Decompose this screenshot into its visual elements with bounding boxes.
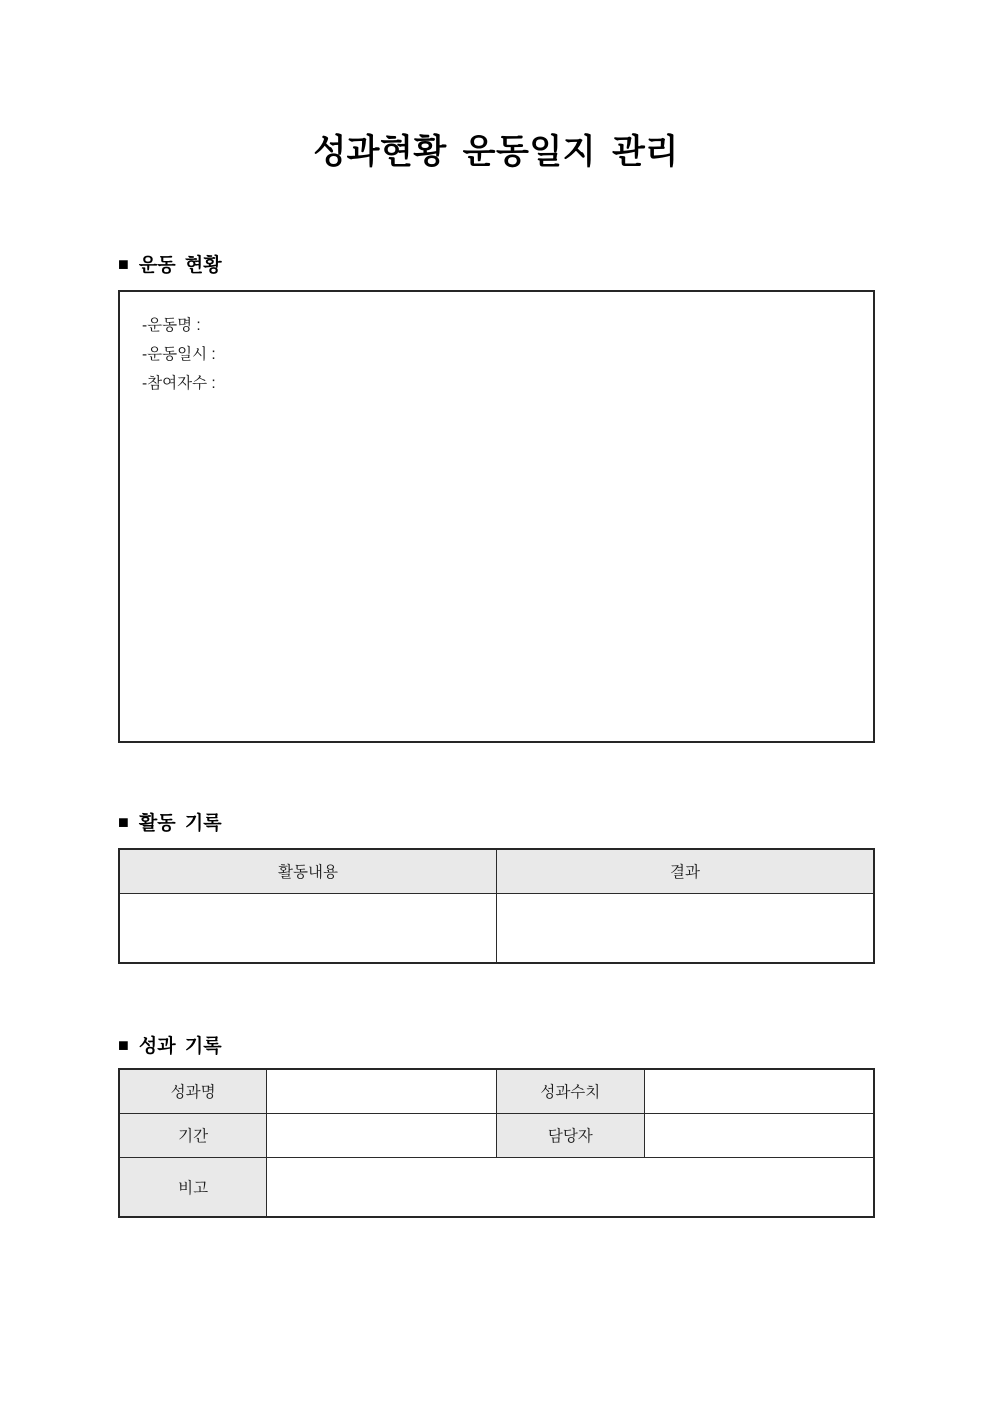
section-heading-performance-record-label: 성과 기록 xyxy=(138,1036,222,1057)
document-title: 성과현황 운동일지 관리 xyxy=(313,133,679,171)
activity-content-header-cell: 활동내용 xyxy=(119,849,497,893)
section-heading-activity-record xyxy=(118,808,222,835)
section-heading-performance-record xyxy=(118,1031,222,1058)
section-heading-activity-record-label: 활동 기록 xyxy=(138,813,222,834)
performance-value-input-cell[interactable] xyxy=(644,1069,874,1113)
performance-name-label-cell: 성과명 xyxy=(119,1069,267,1113)
section-heading-exercise-status xyxy=(118,250,222,277)
performance-record-table xyxy=(118,1068,875,1218)
activity-record-body-row xyxy=(119,893,874,963)
period-input-cell[interactable] xyxy=(267,1113,497,1157)
performance-row-3 xyxy=(119,1157,874,1217)
field-participant-count-label: -참여자수 : xyxy=(142,375,216,392)
result-input-cell[interactable] xyxy=(497,893,875,963)
performance-name-input-cell[interactable] xyxy=(267,1069,497,1113)
section-heading-exercise-status-label: 운동 현황 xyxy=(138,255,222,276)
performance-row-1 xyxy=(119,1069,874,1113)
performance-value-label-cell: 성과수치 xyxy=(496,1069,644,1113)
field-exercise-datetime-label: -운동일시 : xyxy=(142,346,216,363)
exercise-status-box[interactable] xyxy=(118,290,875,743)
square-bullet-icon: ■ xyxy=(118,253,129,274)
result-header-cell: 결과 xyxy=(497,849,875,893)
square-bullet-icon: ■ xyxy=(118,811,129,832)
remarks-input-cell[interactable] xyxy=(267,1157,874,1217)
activity-record-table xyxy=(118,848,875,964)
manager-label-cell: 담당자 xyxy=(496,1113,644,1157)
remarks-label-cell: 비고 xyxy=(119,1157,267,1217)
performance-row-2 xyxy=(119,1113,874,1157)
square-bullet-icon: ■ xyxy=(118,1034,129,1055)
field-exercise-name-label: -운동명 : xyxy=(142,317,201,334)
activity-record-header-row xyxy=(119,849,874,893)
manager-input-cell[interactable] xyxy=(644,1113,874,1157)
activity-content-input-cell[interactable] xyxy=(119,893,497,963)
period-label-cell: 기간 xyxy=(119,1113,267,1157)
